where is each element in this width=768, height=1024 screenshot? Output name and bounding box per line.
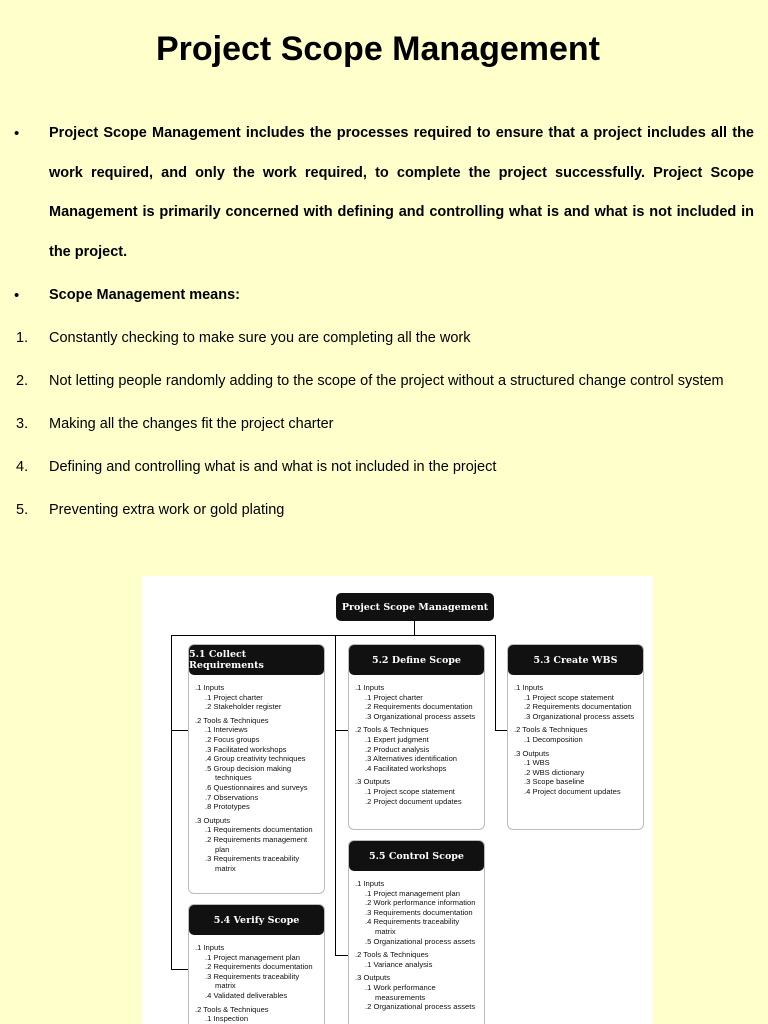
section-heading: .3 Outputs — [514, 748, 550, 758]
list-item: .1 Requirements documentation — [205, 825, 313, 835]
connector-line — [171, 635, 172, 970]
list-item: .2 Product analysis — [365, 744, 430, 754]
section-heading: .3 Outputs — [355, 973, 391, 983]
box-body — [355, 683, 475, 810]
list-item: .3 Organizational process assets — [365, 711, 476, 721]
list-item: .1 Project charter — [365, 692, 423, 702]
list-item: measurements — [375, 992, 426, 1002]
box-body — [514, 683, 634, 801]
list-item: .1 Work performance — [365, 982, 436, 992]
list-item: techniques — [215, 773, 252, 783]
connector-line — [171, 969, 188, 970]
list-text: Not letting people randomly adding to the scope of the project without a structured change control system — [49, 373, 724, 389]
list-number: 1. — [16, 330, 29, 346]
list-item: .2 Organizational process assets — [365, 1002, 476, 1012]
box-title: 5.1 Collect Requirements — [189, 645, 324, 675]
section-heading: .1 Inputs — [355, 683, 385, 692]
bullet-marker: • — [14, 287, 20, 304]
list-item: .1 Project scope statement — [365, 786, 455, 796]
list-item: .2 Stakeholder register — [205, 702, 282, 712]
list-item: .1 Project charter — [205, 692, 263, 702]
section-heading: .2 Tools & Techniques — [195, 715, 269, 725]
box-body — [195, 683, 313, 877]
list-item: .2 Requirements documentation — [365, 702, 473, 712]
root-process-box: Project Scope Management — [336, 593, 494, 621]
connector-line — [495, 635, 496, 730]
connector-line — [414, 621, 415, 635]
list-item: plan — [215, 844, 230, 854]
list-item: .1 Project management plan — [205, 952, 300, 962]
list-item: .5 Group decision making — [205, 763, 292, 773]
list-item: .3 Scope baseline — [524, 777, 585, 787]
list-number: 3. — [16, 416, 29, 432]
list-text: Defining and controlling what is and what is not included in the project — [49, 459, 497, 475]
list-item: .3 Requirements traceability — [205, 854, 300, 864]
box-title: 5.3 Create WBS — [508, 645, 643, 675]
section-heading: .1 Inputs — [355, 879, 385, 888]
list-item: .3 Requirements traceability — [205, 971, 300, 981]
list-item: matrix — [215, 863, 236, 873]
list-item: .2 Focus groups — [205, 734, 260, 744]
list-item: .1 Expert judgment — [365, 734, 429, 744]
list-item: .2 Requirements management — [205, 834, 308, 844]
bullet-text: Project Scope Management includes the processes required to ensure that a project includes all the work required, and only the work required, to complete the project successfully. Project Scope Management is primarily concerned with defining and controlling what is and what is not included in the project. — [49, 125, 754, 260]
list-item: .7 Observations — [205, 792, 259, 802]
list-item: .5 Organizational process assets — [365, 936, 476, 946]
section-heading: .1 Inputs — [195, 683, 225, 692]
bullet-marker: • — [14, 125, 20, 142]
list-item: .3 Requirements documentation — [365, 907, 473, 917]
scope-management-diagram — [142, 576, 653, 1024]
list-item: .4 Group creativity techniques — [205, 754, 306, 764]
list-number: 5. — [16, 502, 29, 518]
connector-line — [335, 730, 348, 731]
list-item: .1 WBS — [524, 758, 550, 768]
list-item: .3 Alternatives identification — [365, 754, 458, 764]
list-item: .6 Questionnaires and surveys — [205, 782, 308, 792]
collect-requirements-box — [188, 644, 325, 894]
section-heading: .2 Tools & Techniques — [195, 1004, 269, 1014]
box-title: 5.5 Control Scope — [349, 841, 484, 871]
list-item: .1 Decomposition — [524, 734, 583, 744]
list-item: .4 Validated deliverables — [205, 990, 288, 1000]
list-item: .2 Requirements documentation — [524, 702, 632, 712]
list-item: .3 Facilitated workshops — [205, 744, 287, 754]
list-item: .4 Facilitated workshops — [365, 763, 447, 773]
connector-line — [495, 730, 507, 731]
list-item: .2 Requirements documentation — [205, 962, 313, 972]
verify-scope-box — [188, 904, 325, 1024]
create-wbs-box — [507, 644, 644, 830]
section-heading: .1 Inputs — [195, 943, 225, 952]
connector-line — [171, 635, 495, 636]
connector-line — [171, 730, 188, 731]
section-heading: .3 Outputs — [195, 815, 231, 825]
box-title: 5.4 Verify Scope — [189, 905, 324, 935]
list-item: .3 Organizational process assets — [524, 711, 635, 721]
box-body — [195, 943, 313, 1024]
section-heading: .2 Tools & Techniques — [355, 725, 429, 735]
list-text: Constantly checking to make sure you are completing all the work — [49, 330, 471, 346]
list-item: .2 Work performance information — [365, 898, 476, 908]
list-number: 2. — [16, 373, 29, 389]
list-item: .1 Interviews — [205, 725, 248, 735]
list-item: .1 Inspection — [205, 1014, 249, 1024]
list-item: matrix — [375, 926, 396, 936]
list-item: .4 Project document updates — [524, 786, 621, 796]
section-heading: .2 Tools & Techniques — [514, 725, 588, 735]
connector-line — [335, 955, 348, 956]
list-item: .2 Project document updates — [365, 796, 462, 806]
list-item: .1 Variance analysis — [365, 959, 433, 969]
list-item: matrix — [215, 981, 236, 991]
list-item: .8 Prototypes — [205, 802, 250, 812]
section-heading: .2 Tools & Techniques — [355, 950, 429, 960]
box-title: 5.2 Define Scope — [349, 645, 484, 675]
list-text: Preventing extra work or gold plating — [49, 502, 285, 518]
connector-line — [335, 635, 336, 955]
box-body — [355, 879, 475, 1016]
page-title: Project Scope Management — [155, 30, 600, 68]
bullet-text: Scope Management means: — [49, 287, 240, 303]
section-heading: .1 Inputs — [514, 683, 544, 692]
section-heading: .3 Outputs — [355, 777, 391, 787]
list-item: .1 Project management plan — [365, 888, 460, 898]
list-item: .4 Requirements traceability — [365, 917, 460, 927]
list-item: .2 WBS dictionary — [524, 767, 585, 777]
define-scope-box — [348, 644, 485, 830]
list-item: .1 Project scope statement — [524, 692, 614, 702]
list-text: Making all the changes fit the project charter — [49, 416, 334, 432]
list-number: 4. — [16, 459, 29, 475]
control-scope-box — [348, 840, 485, 1024]
